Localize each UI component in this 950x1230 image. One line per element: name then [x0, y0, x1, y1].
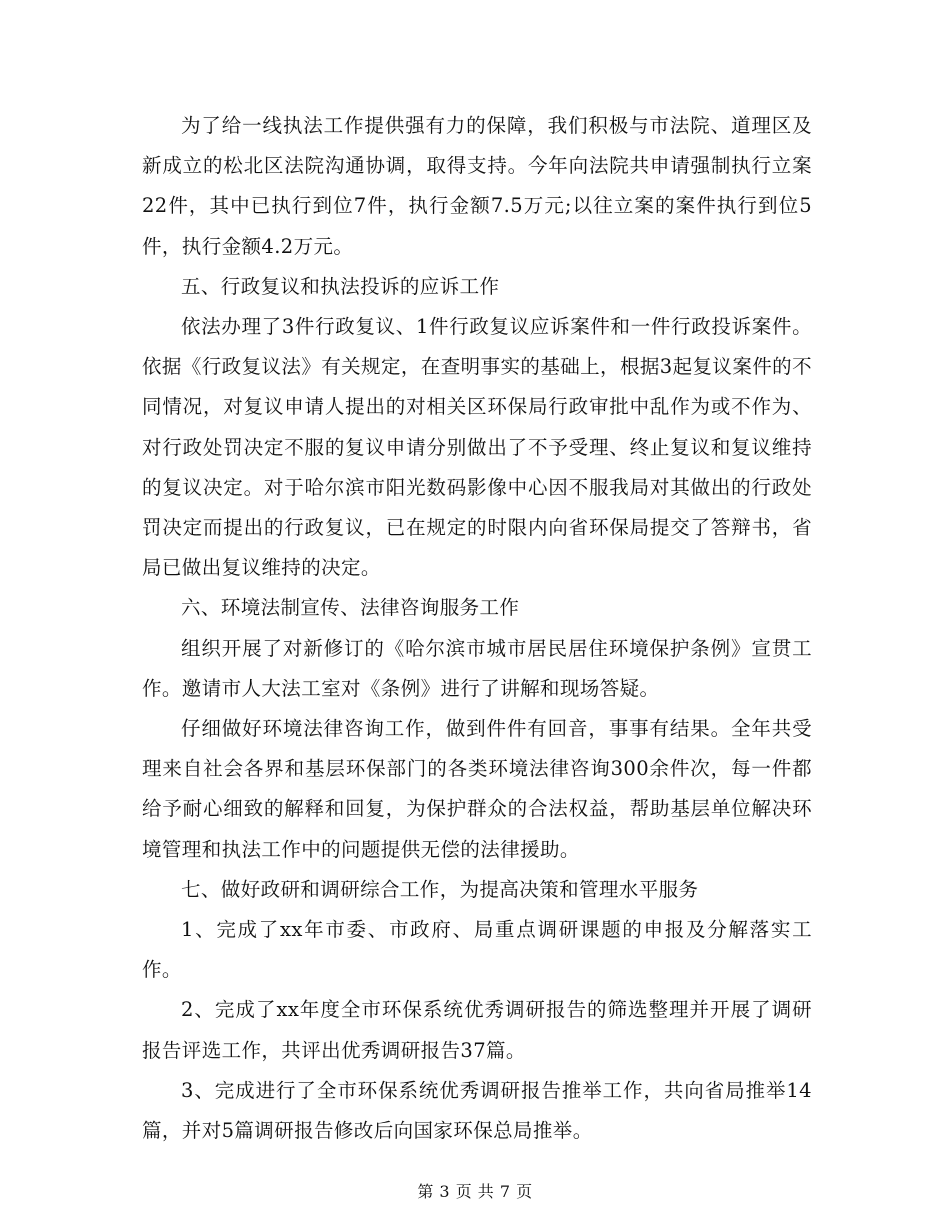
section-heading-6: 六、环境法制宣传、法律咨询服务工作 — [181, 596, 520, 620]
section-heading-7: 七、做好政研和调研综合工作，为提高决策和管理水平服务 — [181, 877, 699, 901]
paragraph-court-enforcement: 为了给一线执法工作提供强有力的保障，我们积极与市法院、道理区及新成立的松北区法院沟通协调，取得支持。今年向法院共申请强制执行立案22件，其中已执行到位7件，执行金额7.5万元;以往立案的案件执行到位5件，执行金额4.2万元。 — [142, 114, 812, 258]
page-number-footer: 第 3 页 共 7 页 — [417, 1182, 533, 1201]
list-item-1: 1、完成了xx年市委、市政府、局重点调研课题的申报及分解落实工作。 — [142, 918, 812, 982]
list-item-3: 3、完成进行了全市环保系统优秀调研报告推举工作，共向省局推举14篇，并对5篇调研报告修改后向国家环保总局推举。 — [142, 1078, 812, 1143]
section-heading-5: 五、行政复议和执法投诉的应诉工作 — [181, 274, 500, 298]
list-item-2: 2、完成了xx年度全市环保系统优秀调研报告的筛选整理并开展了调研报告评选工作，共评出优秀调研报告37篇。 — [142, 998, 812, 1062]
document-body — [142, 106, 812, 1151]
paragraph-administrative-review: 依法办理了3件行政复议、1件行政复议应诉案件和一件行政投诉案件。依据《行政复议法》有关规定，在查明事实的基础上，根据3起复议案件的不同情况，对复议申请人提出的对相关区环保局行政审批中乱作为或不作为、对行政处罚决定不服的复议申请分别做出了不予受理、终止复议和复议维持的复议决定。对于哈尔滨市阳光数码影像中心因不服我局对其做出的行政处罚决定而提出的行政复议，已在规定的时限内向省环保局提交了答辩书，省局已做出复议维持的决定。 — [142, 315, 812, 580]
paragraph-regulation-publicity: 组织开展了对新修订的《哈尔滨市城市居民居住环境保护条例》宣贯工作。邀请市人大法工室对《条例》进行了讲解和现场答疑。 — [142, 636, 812, 700]
paragraph-legal-consulting: 仔细做好环境法律咨询工作，做到件件有回音，事事有结果。全年共受理来自社会各界和基层环保部门的各类环境法律咨询300余件次，每一件都给予耐心细致的解释和回复，为保护群众的合法权益，帮助基层单位解决环境管理和执法工作中的问题提供无偿的法律援助。 — [142, 717, 812, 861]
